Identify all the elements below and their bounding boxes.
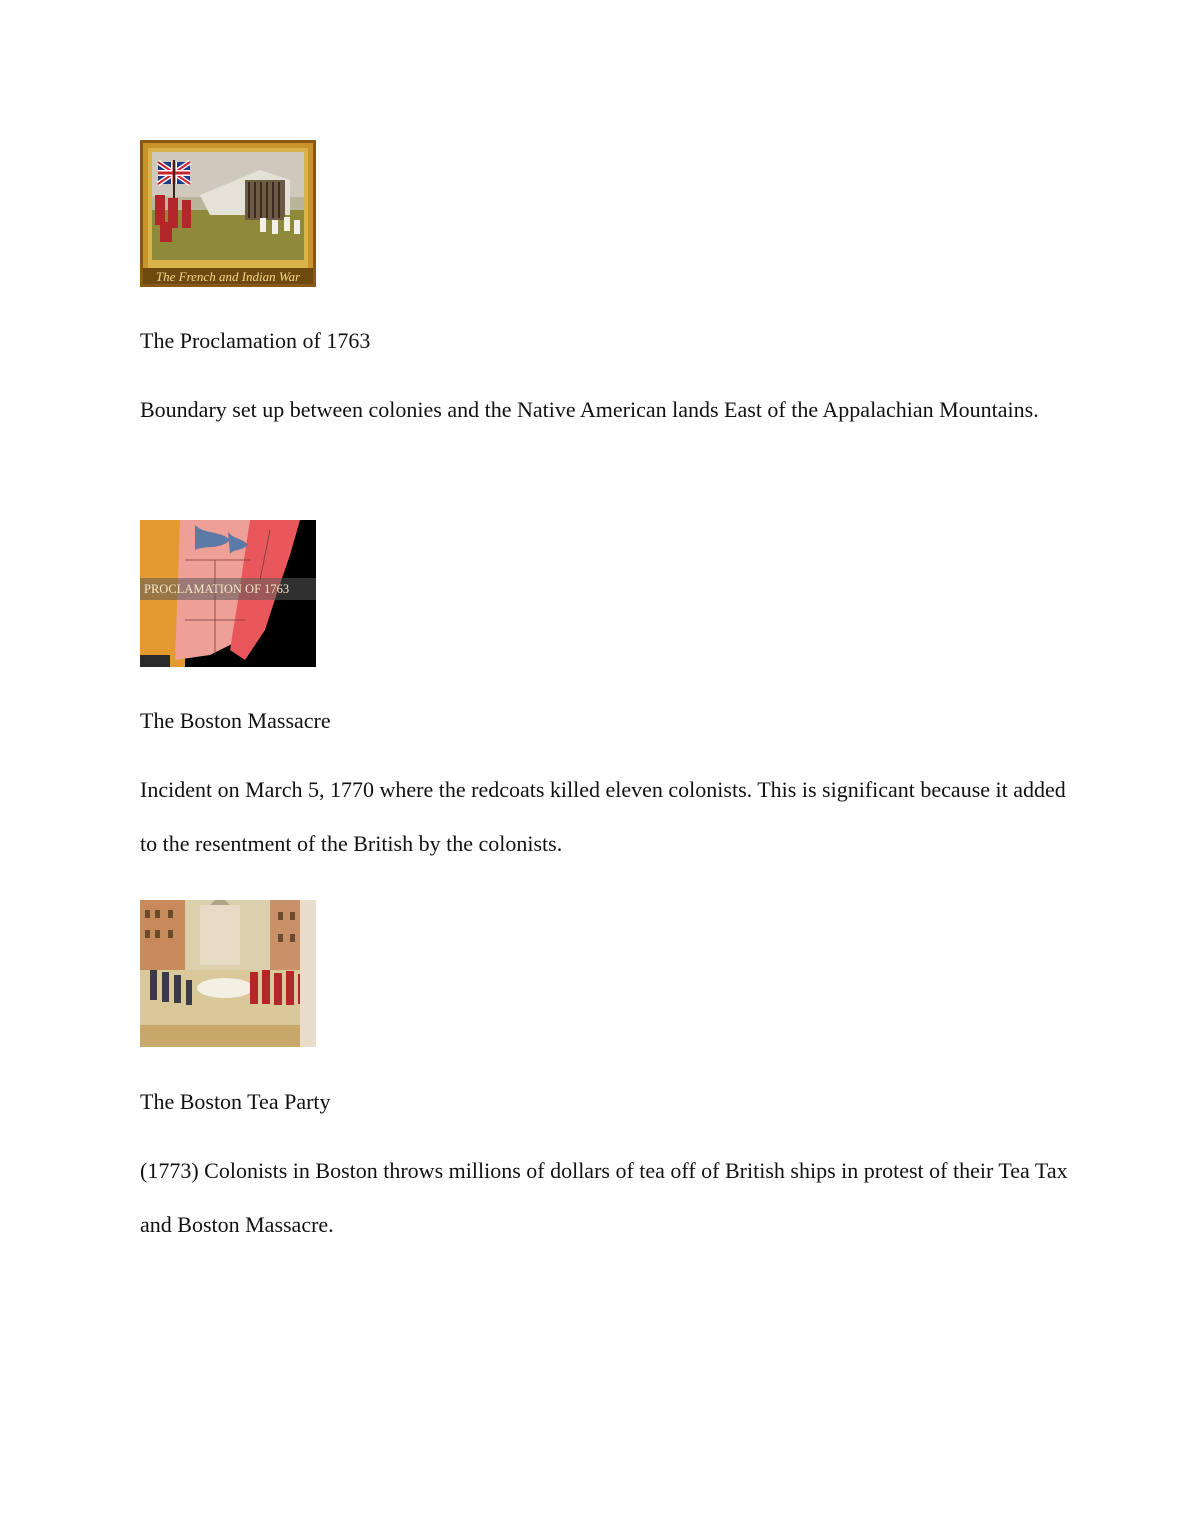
heading-proclamation: The Proclamation of 1763 (140, 328, 371, 353)
proclamation-map-image (140, 520, 316, 667)
boston-massacre-image (140, 900, 316, 1047)
paragraph-proclamation: Boundary set up between colonies and the Native American lands East of the Appalachian Mountains. (140, 397, 1039, 422)
french-indian-war-image (140, 140, 316, 287)
image-caption: The French and Indian War (155, 269, 301, 284)
paragraph-boston-tea-party: (1773) Colonists in Boston throws millions of dollars of tea off of British ships in protest of their Tea Tax and Boston Massacre. (140, 1158, 1068, 1237)
map-caption: PROCLAMATION OF 1763 (144, 582, 290, 596)
heading-boston-massacre: The Boston Massacre (140, 708, 331, 733)
paragraph-boston-massacre: Incident on March 5, 1770 where the redcoats killed eleven colonists. This is significant because it added to the resentment of the British by the colonists. (140, 777, 1066, 856)
heading-boston-tea-party: The Boston Tea Party (140, 1089, 331, 1114)
